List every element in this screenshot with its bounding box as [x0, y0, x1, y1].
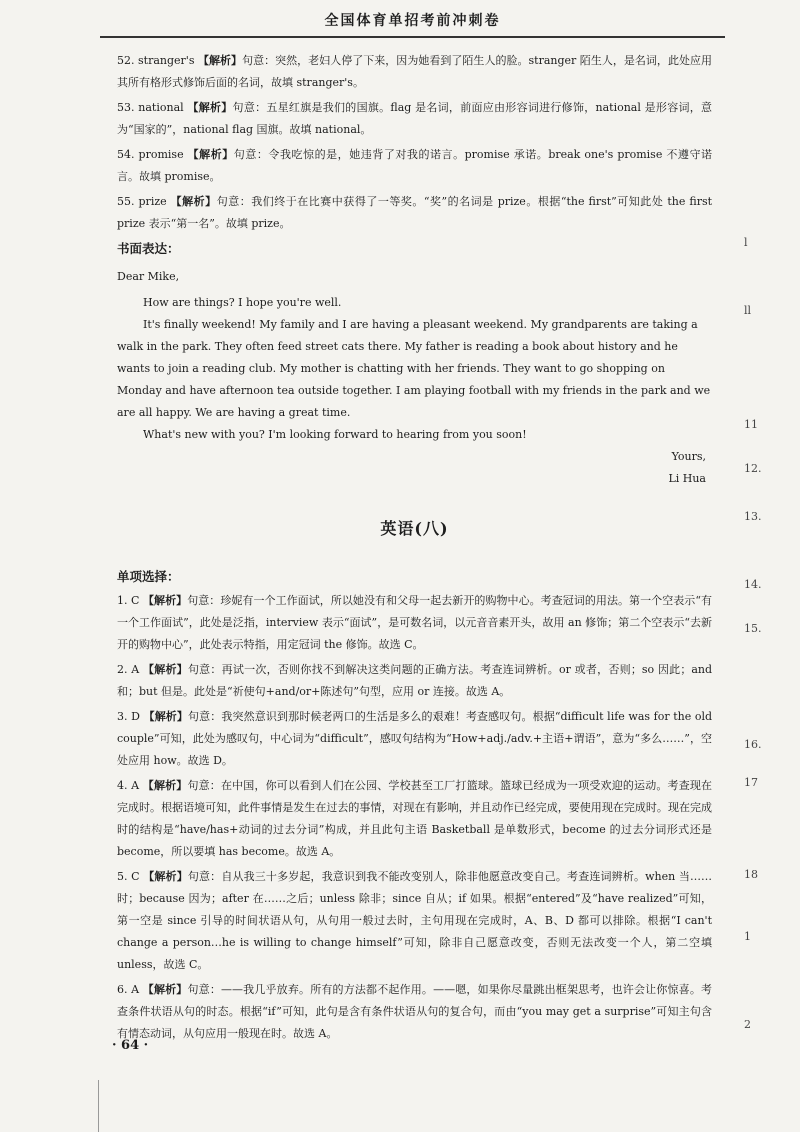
answer-item-5 [117, 866, 712, 976]
item-answer: C [131, 870, 140, 883]
item-number: 4. [117, 779, 128, 792]
margin-number: 16. [744, 738, 762, 751]
item-answer: D [131, 710, 140, 723]
item-explanation: 句意：令我吃惊的是，她违背了对我的诺言。promise 承诺。break one's promise 不遵守诺言。故填 promise。 [117, 148, 713, 183]
answer-item-55 [117, 191, 712, 235]
margin-number: 12. [744, 462, 762, 475]
answer-item-6 [117, 979, 712, 1045]
letter-paragraph: It's finally weekend! My family and I are having a pleasant weekend. My grandparents are taking a walk in the park. They often feed street cats there. My father is reading a book about history and he wants to join a reading club. My mother is chatting with her friends. They want to go shopping on Monday and have afternoon tea outside together. I am playing football with my friends in the park and we are all happy. We are having a great time. [117, 318, 711, 419]
item-number: 3. [117, 710, 128, 723]
item-answer: promise [138, 148, 184, 161]
letter-paragraph: How are things? I hope you're well. [143, 296, 342, 309]
letter-signature: Li Hua [668, 472, 706, 485]
answer-item-52 [117, 50, 712, 94]
item-explanation: 句意：五星红旗是我们的国旗。flag 是名词，前面应由形容词进行修饰，national 是形容词，意为“国家的”，national flag 国旗。故填 national。 [117, 101, 713, 136]
item-explanation: 句意：——我几乎放弃。所有的方法都不起作用。——嗯，如果你尽量跳出框架思考，也许会让你惊喜。考查条件状语从句的时态。根据“if”可知，此句是含有条件状语从句的复合句，而由“you may get a surprise”可知主句含有情态动词，从句应用一般现在时。故选 A。 [117, 983, 713, 1040]
page-content [117, 50, 712, 1048]
analysis-tag: 【解析】 [142, 779, 188, 792]
item-answer: A [131, 779, 140, 792]
item-number: 53. [117, 101, 135, 114]
item-number: 6. [117, 983, 128, 996]
item-number: 54. [117, 148, 135, 161]
answer-item-1 [117, 590, 712, 656]
margin-number: ll [744, 304, 752, 317]
item-answer: C [131, 594, 140, 607]
item-explanation: 句意：自从我三十多岁起，我意识到我不能改变别人，除非他愿意改变自己。考查连词辨析。when 当……时；because 因为；after 在……之后；unless 除非；since 自从；if 如果。根据“entered”及“have realized”可知，第一空是 since 引导的时间状语从句，从句用一般过去时，主句用现在完成时，A、B、D 都可以排除。根据“I can't change a person…he is willing to change himself”可知，除非自己愿意改变，否则无法改变一个人，第二空填 unless，故选 C。 [117, 870, 713, 971]
item-answer: A [131, 983, 140, 996]
sample-letter [117, 266, 712, 490]
unit-title: 英语(八) [380, 519, 449, 538]
item-number: 52. [117, 54, 135, 67]
margin-number: 15. [744, 622, 762, 635]
single-choice-answers [117, 590, 712, 1045]
item-explanation: 句意：在中国，你可以看到人们在公园、学校甚至工厂打篮球。篮球已经成为一项受欢迎的运动。考查现在完成时。根据语境可知，此件事情是发生在过去的事情，对现在有影响，并且动作已经完成，要使用现在完成时。现在完成时的结构是“have/has+动词的过去分词”构成，并且此句主语 Basketball 是单数形式，become 的过去分词形式还是 become，所以要填 has become。故选 A。 [117, 779, 713, 858]
item-explanation: 句意：珍妮有一个工作面试，所以她没有和父母一起去新开的购物中心。考查冠词的用法。第一个空表示“有一个工作面试”，此处是泛指，interview 表示“面试”，是可数名词，以元音音素开头，故用 an 修饰；第二个空表示“去新开的购物中心”，此处表示特指，用定冠词 the 修饰。故选 C。 [117, 594, 712, 651]
binding-line [98, 1080, 99, 1132]
item-number: 5. [117, 870, 128, 883]
item-explanation: 句意：突然，老妇人停了下来，因为她看到了陌生人的脸。stranger 陌生人，是名词，此处应用其所有格形式修饰后面的名词，故填 stranger's。 [117, 54, 712, 89]
header-title: 全国体育单招考前冲刺卷 [324, 13, 501, 29]
margin-number: 17 [744, 776, 758, 789]
page-header [100, 8, 725, 38]
margin-number: 14. [744, 578, 762, 591]
item-answer: prize [138, 195, 167, 208]
item-answer: stranger's [138, 54, 195, 67]
letter-paragraph: What's new with you? I'm looking forward to hearing from you soon! [143, 428, 527, 441]
answers-top [117, 50, 712, 235]
item-number: 55. [117, 195, 135, 208]
item-explanation: 句意：再试一次，否则你找不到解决这类问题的正确方法。考查连词辨析。or 或者，否则；so 因此；and 和；but 但是。此处是“祈使句+and/or+陈述句”句型，应用 or 连接。故选 A。 [117, 663, 713, 698]
item-explanation: 句意：我突然意识到那时候老两口的生活是多么的艰难！考查感叹句。根据“difficult life was for the old couple”可知，此处为感叹句，中心词为“difficult”，感叹句结构为“How+adj./adv.+主语+谓语”，意为“多么……”，空处应用 how。故选 D。 [117, 710, 713, 767]
answer-item-4 [117, 775, 712, 863]
answer-item-54 [117, 144, 712, 188]
analysis-tag: 【解析】 [143, 870, 188, 883]
item-explanation: 句意：我们终于在比赛中获得了一等奖。“奖”的名词是 prize。根据“the first”可知此处 the first prize 表示“第一名”。故填 prize。 [117, 195, 713, 230]
analysis-tag: 【解析】 [187, 148, 234, 161]
item-number: 2. [117, 663, 128, 676]
letter-closing: Yours, [671, 450, 706, 463]
item-answer: national [138, 101, 184, 114]
analysis-tag: 【解析】 [170, 195, 217, 208]
analysis-tag: 【解析】 [143, 594, 188, 607]
answer-item-53 [117, 97, 712, 141]
item-answer: A [131, 663, 140, 676]
analysis-tag: 【解析】 [142, 983, 188, 996]
writing-heading: 书面表达： [117, 241, 180, 256]
margin-number: l [744, 236, 748, 249]
answer-item-3 [117, 706, 712, 772]
analysis-tag: 【解析】 [197, 54, 243, 67]
item-number: 1. [117, 594, 128, 607]
letter-greeting: Dear Mike, [117, 270, 180, 283]
margin-number: 18 [744, 868, 758, 881]
margin-number: 11 [744, 418, 758, 431]
margin-number: 1 [744, 930, 751, 943]
analysis-tag: 【解析】 [143, 710, 189, 723]
analysis-tag: 【解析】 [142, 663, 188, 676]
page-number: · 64 · [112, 1038, 149, 1053]
margin-number: 2 [744, 1018, 751, 1031]
margin-number: 13. [744, 510, 762, 523]
analysis-tag: 【解析】 [187, 101, 233, 114]
answer-item-2 [117, 659, 712, 703]
single-choice-heading: 单项选择： [117, 569, 180, 584]
